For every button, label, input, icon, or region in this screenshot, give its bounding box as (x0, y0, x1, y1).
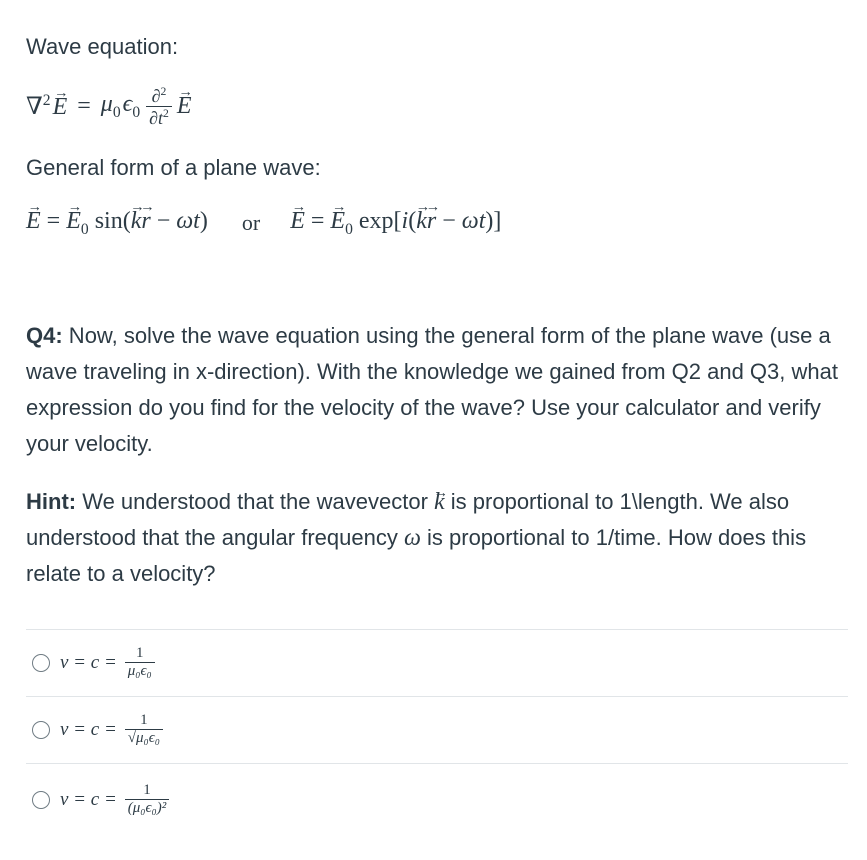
radio-button[interactable] (32, 791, 50, 809)
plane-wave-heading: General form of a plane wave: (26, 155, 321, 180)
answer-option-3[interactable] (26, 763, 848, 835)
hint-text-2: is proportional to 1\length. We also understood that the angular frequency (26, 489, 790, 550)
omega-symbol: ω (403, 525, 421, 551)
question-q4 (26, 318, 841, 462)
wave-equation-heading: Wave equation: (26, 34, 179, 59)
answer-expression: v = c = $\frac{1}{\text{(μ₀ϵ₀)²}}$ (60, 783, 172, 817)
answer-option-1[interactable] (26, 629, 848, 696)
question-text: Now, solve the wave equation using the general form of the plane wave (use a wave traveling in x-direction). With the knowledge we gained from Q2 and Q3, what expression do you find for the velocity of the wave? Use your calculator and verify your velocity. (26, 323, 838, 456)
question-label: Q4: (26, 323, 63, 348)
plane-wave-equations (26, 208, 501, 239)
radio-button[interactable] (32, 654, 50, 672)
answer-expression: v = c = $\frac{1}{\text{μ₀ϵ₀}}$ (60, 646, 158, 680)
or-word: or (241, 210, 261, 236)
answer-options (26, 629, 848, 835)
hint-text-3: is proportional to 1/time. How does this relate to a velocity? (26, 525, 807, 586)
hint-label: Hint: (26, 489, 77, 514)
hint-paragraph (26, 484, 841, 592)
answer-expression: v = c = $\frac{1}{\text{√μ₀ϵ₀}}$ (60, 713, 166, 747)
hint-text-1: We understood that the wavevector (76, 489, 435, 514)
wavevector-symbol: → k (434, 484, 445, 520)
radio-button[interactable] (32, 721, 50, 739)
plane-wave-sin-form: → E = → $E_0$ sin(→ k→ r − ωt) (26, 208, 208, 239)
answer-option-2[interactable] (26, 696, 848, 763)
wave-equation: ∇$^2$ → E = $\mu_0$ $\epsilon_0$ $\frac{\partial^2}{\partial t^2}$ → E (26, 86, 192, 128)
plane-wave-exp-form: → E = → $E_0$ exp[i(→ k→ r − ωt)] (290, 208, 501, 239)
